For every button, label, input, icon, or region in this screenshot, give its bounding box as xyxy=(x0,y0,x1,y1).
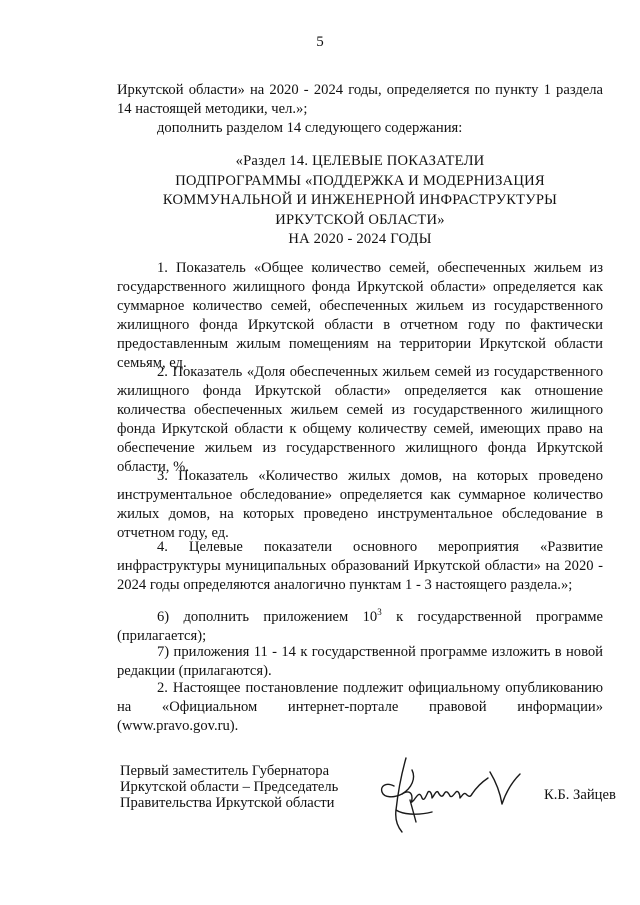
paragraph-amendment-intro: дополнить разделом 14 следующего содержания: xyxy=(157,120,463,136)
item6-superscript: 3 xyxy=(377,607,382,618)
position-line-3: Правительства Иркутской области xyxy=(120,795,335,811)
heading-line-1: «Раздел 14. ЦЕЛЕВЫЕ ПОКАЗАТЕЛИ xyxy=(235,153,485,169)
heading-line-4: ИРКУТСКОЙ ОБЛАСТИ» xyxy=(275,211,445,228)
clause-2: 2. Настоящее постановление подлежит официальному опубликованию на «Официальном интернет-портале правовой информации» (www.pravo.gov.ru). xyxy=(117,680,603,734)
indicator-item-1: 1. Показатель «Общее количество семей, обеспеченных жильем из государственного жилищного фонда Иркутской области» определяется как суммарное количество семей, обеспеченных жильем из государственного жилищного фонда Иркутской области в отчетном году по фактически предоставленным жилым помещениям на территории Иркутской области семьям, ед. xyxy=(117,260,603,371)
signatory-position xyxy=(120,763,338,811)
amendment-item-6 xyxy=(117,608,603,646)
item6-text: 6) дополнить приложением 10 xyxy=(157,609,378,625)
paragraph-continuation: Иркутской области» на 2020 - 2024 годы, определяется по пункту 1 раздела 14 настоящей методики, чел.»; xyxy=(117,82,603,117)
position-line-2: Иркутской области – Председатель xyxy=(120,779,339,795)
indicator-item-3: 3. Показатель «Количество жилых домов, на которых проведено инструментальное обследование» определяется как суммарное количество жилых домов, на которых проведено инструментальное обследование в отчетном году, ед. xyxy=(117,468,603,541)
indicator-item-4: 4. Целевые показатели основного мероприятия «Развитие инфраструктуры муниципальных образований Иркутской области» на 2020 - 2024 годы определяются аналогично пунктам 1 - 3 настоящего раздела.»; xyxy=(117,539,603,593)
signatory-name: К.Б. Зайцев xyxy=(544,787,616,803)
item6-text-end: к государственной программе (прилагается); xyxy=(117,609,603,644)
position-line-1: Первый заместитель Губернатора xyxy=(120,763,330,779)
indicator-item-2: 2. Показатель «Доля обеспеченных жильем семей из государственного жилищного фонда Иркутской области» определяется как отношение количества обеспеченных жильем семей из государственного жилищного фонда Иркутской области к общему количеству семей, имеющих право на обеспечение жильем из государственного жилищного фонда Иркутской области, %. xyxy=(117,364,603,475)
heading-line-3: КОММУНАЛЬНОЙ И ИНЖЕНЕРНОЙ ИНФРАСТРУКТУРЫ xyxy=(162,192,558,208)
section-heading xyxy=(117,152,603,250)
handwritten-signature xyxy=(372,752,532,842)
page-number: 5 xyxy=(316,34,324,50)
heading-line-2: ПОДПРОГРАММЫ «ПОДДЕРЖКА И МОДЕРНИЗАЦИЯ xyxy=(175,172,545,189)
heading-line-5: НА 2020 - 2024 ГОДЫ xyxy=(288,231,432,247)
amendment-item-7: 7) приложения 11 - 14 к государственной программе изложить в новой редакции (прилагаются). xyxy=(117,644,603,679)
